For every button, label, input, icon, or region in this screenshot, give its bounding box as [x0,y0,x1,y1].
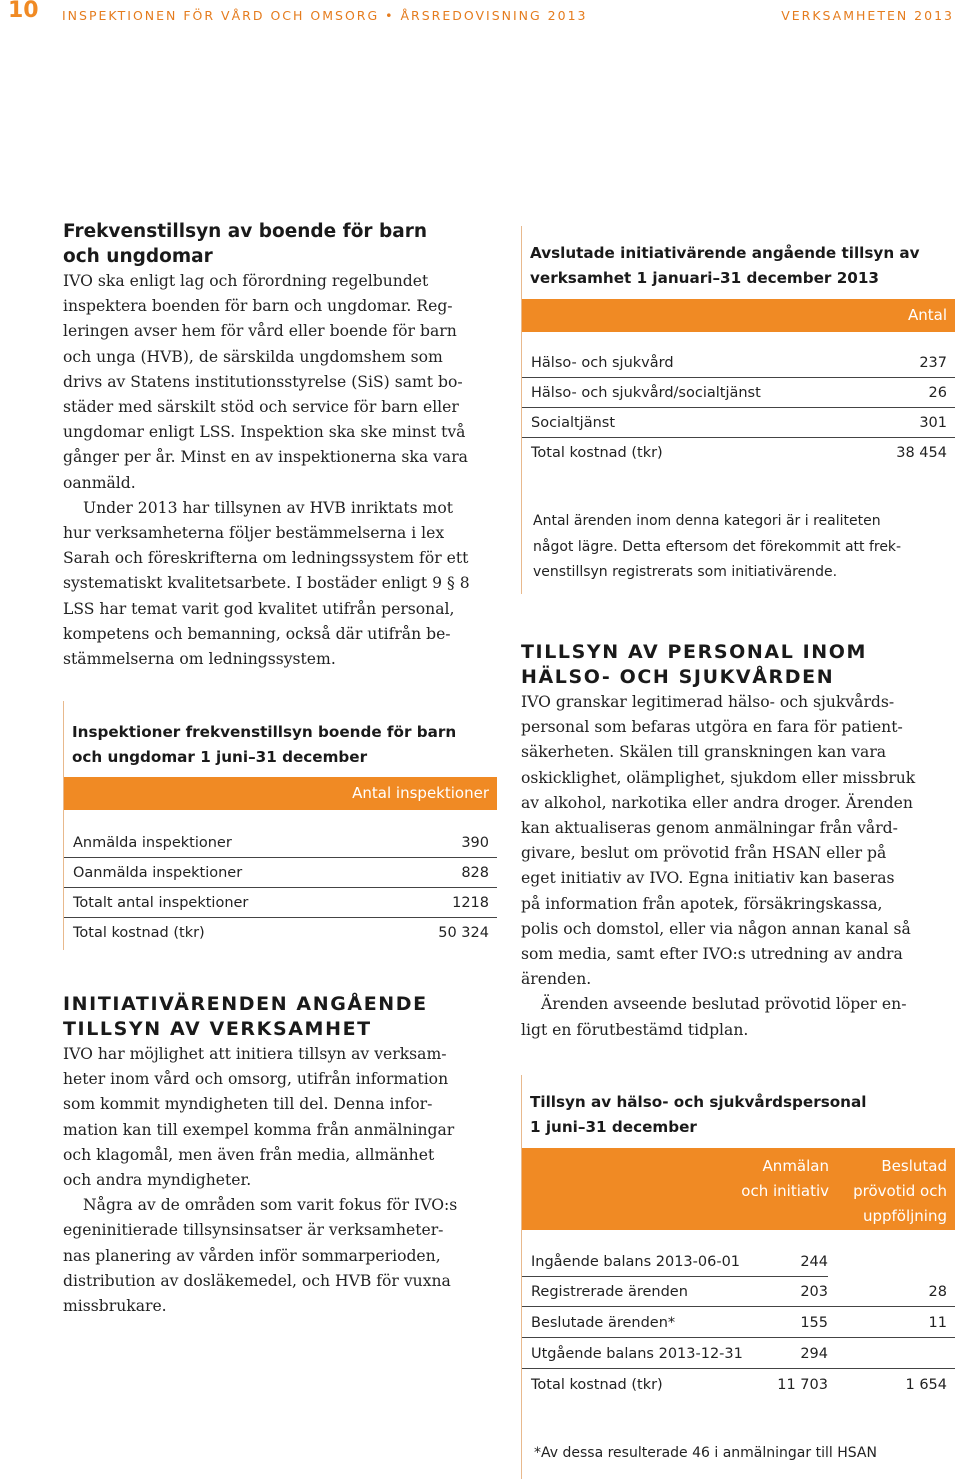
personal-tillsyn-section [521,640,957,1043]
page-number: 10 [8,0,39,23]
paragraph: Under 2013 har tillsynen av HVB inriktats mot hur verksamheterna följer bestämmelserna i lex Sarah och föreskrifterna om ledningssystem för ett systematiskt kvalitetsarbete. I bostäder enligt 9 § 8 LSS har temat varit god kvalitet utifrån personal, kompetens och bemanning, också där utifrån be- stämmelserna om ledningssystem. [63,498,470,669]
table-row: Registrerade ärenden 203 28 [522,1277,955,1307]
table-note: Antal ärenden inom denna kategori är i realiteten något lägre. Detta eftersom det förekommit att frek- venstillsyn registrerats som initiativärende. [533,513,902,580]
frekvenstillsyn-section [63,219,503,672]
table-footnote: *Av dessa resulterade 46 i anmälningar till HSAN [534,1445,877,1461]
table-row: Totalt antal inspektioner 1218 [64,888,497,918]
initiativarende-table-header: Antal [522,299,955,332]
publication-title: INSPEKTIONEN FÖR VÅRD OCH OMSORG • ÅRSREDOVISNING 2013 [62,8,588,23]
initiativarende-table-title: Avslutade initiativärende angående tillsyn av verksamhet 1 januari–31 december 2013 [530,244,920,287]
table-row: Hälso- och sjukvård/socialtjänst 26 [522,378,955,408]
paragraph: IVO granskar legitimerad hälso- och sjukvårds- personal som befaras utgöra en fara för patient- säkerheten. Skälen till granskningen kan vara oskicklighet, olämplighet, sjukdom eller missbruk av alkohol, narkotika eller andra droger. Ärenden kan aktualiseras genom anmälningar från vård- givare, beslut om prövotid från HSAN eller på eget initiativ av IVO. Egna initiativ kan baseras på information från apotek, försäkringskassa, polis och domstol, eller via någon annan kanal så som media, samt efter IVO:s utredning av andra ärenden. [521,693,916,989]
table-row: Ingående balans 2013-06-01 244 [522,1247,828,1277]
paragraph: Några av de områden som varit fokus för IVO:s egeninitierade tillsynsinsatser är verksamheter- nas planering av vården inför sommarperioden, distribution av dosläkemedel, och HVB för vuxna missbrukare. [63,1196,458,1316]
personal-table-header [522,1148,955,1230]
paragraph: IVO ska enligt lag och förordning regelbundet inspektera boenden för barn och ungdomar. Reg- leringen avser hem för vård eller boende för barn och unga (HVB), de särskilda ungdomshem som drivs av Statens institutionsstyrelse (SiS) samt bo- städer med särskilt stöd och service för barn eller ungdomar enligt LSS. Inspektion ska ske minst två gånger per år. Minst en av inspektionerna ska vara oanmäld. [63,272,468,492]
personal-tillsyn-body [521,690,957,1043]
section-title: VERKSAMHETEN 2013 [781,8,954,23]
initiativarenden-body [63,1042,503,1319]
table-row: Total kostnad (tkr) 11 703 1 654 [531,1377,947,1393]
initiativarenden-section [63,992,503,1319]
table-row: Hälso- och sjukvård 237 [522,348,955,378]
table-row: Beslutade ärenden* 155 11 [522,1308,955,1338]
initiativarenden-heading: INITIATIVÄRENDEN ANGÅENDE TILLSYN AV VERKSAMHET [63,993,428,1040]
inspektioner-table-header: Antal inspektioner [64,777,497,810]
table-row: Anmälda inspektioner 390 [64,828,497,858]
frekvenstillsyn-heading: Frekvenstillsyn av boende för barn och ungdomar [63,221,427,267]
paragraph: Ärenden avseende beslutad prövotid löper en- ligt en förutbestämd tidplan. [521,995,907,1039]
inspektioner-table-title: Inspektioner frekvenstillsyn boende för barn och ungdomar 1 juni–31 december [72,723,457,766]
table-row: Oanmälda inspektioner 828 [64,858,497,888]
personal-tillsyn-heading: TILLSYN AV PERSONAL INOM HÄLSO- OCH SJUKVÅRDEN [521,641,868,688]
table-row: Total kostnad (tkr) 50 324 [73,925,489,941]
table-row: Total kostnad (tkr) 38 454 [531,445,947,461]
table-row: Utgående balans 2013-12-31 294 [522,1339,955,1369]
frekvenstillsyn-body [63,269,503,672]
paragraph: IVO har möjlighet att initiera tillsyn av verksam- heter inom vård och omsorg, utifrån information som kommit myndigheten till del. Denna infor- mation kan till exempel komma från anmälningar och klagomål, men även från media, allmänhet och andra myndigheter. [63,1045,455,1190]
table-row: Socialtjänst 301 [522,408,955,438]
column-header-provotid: Beslutad prövotid och uppföljning [853,1157,947,1225]
page-header [0,0,960,34]
personal-table-title: Tillsyn av hälso- och sjukvårdspersonal 1 juni–31 december [530,1093,867,1136]
column-header-anmalan: Anmälan och initiativ [741,1157,829,1200]
